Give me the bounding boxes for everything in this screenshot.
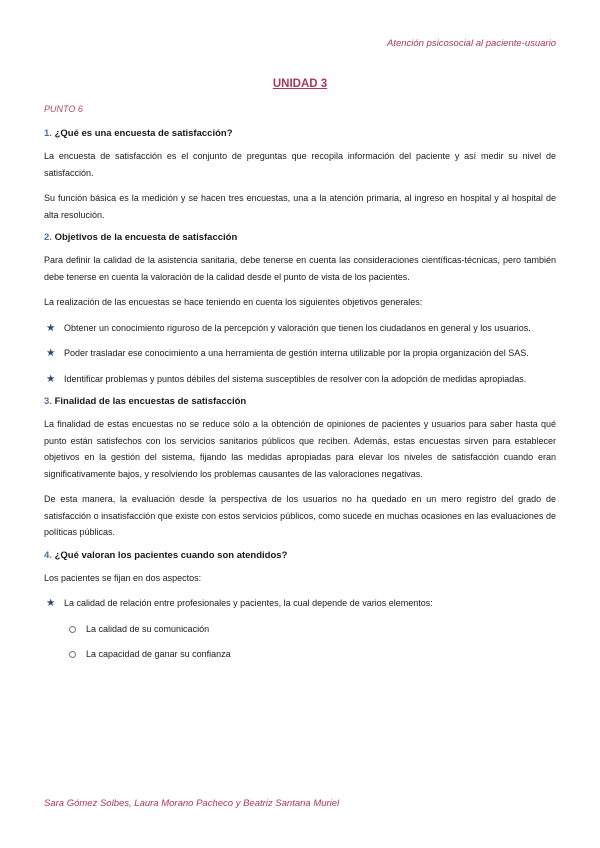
sub-list-item [44, 646, 556, 663]
paragraph: Los pacientes se fijan en dos aspectos: [44, 572, 202, 583]
circle-bullet-icon [69, 626, 76, 633]
circle-bullet-icon [69, 651, 76, 658]
star-bullet-icon: ★ [46, 597, 56, 609]
list-item [44, 371, 556, 388]
list-item-text: La calidad de relación entre profesionales y pacientes, la cual depende de varios elementos: [64, 598, 433, 608]
list-item-text: Obtener un conocimiento riguroso de la percepción y valoración que tienen los ciudadanos en general y los usuarios. [64, 322, 531, 333]
section-4-title: ¿Qué valoran los pacientes cuando son atendidos? [54, 549, 288, 561]
section-2-heading [44, 232, 556, 243]
section-2-number: 2. [44, 232, 52, 243]
sub-list-item-text: La calidad de su comunicación [86, 623, 210, 634]
section-1-number: 1. [44, 128, 52, 139]
paragraph: La finalidad de estas encuestas no se reduce sólo a la obtención de opiniones de pacientes y usuarios para saber hasta qué punto están satisfechos con los servicios sanitarios públicos que reciben. Además, estas encuestas sirven para establecer objetivos en la gestión del sistema, fijando las medidas apropiadas para elevar los niveles de satisfacción cuando eran significativamente bajos, y resolviendo los problemas causantes de las valoraciones negativas. [44, 419, 556, 479]
paragraph: La realización de las encuestas se hace teniendo en cuenta los siguientes objetivos generales: [44, 297, 423, 307]
list-item [44, 345, 556, 362]
star-bullet-icon: ★ [46, 347, 56, 359]
sub-list-item-text: La capacidad de ganar su confianza [86, 649, 231, 659]
section-3-title: Finalidad de las encuestas de satisfacción [54, 396, 247, 407]
section-1-title: ¿Qué es una encuesta de satisfacción? [54, 128, 233, 139]
section-1-heading [44, 128, 556, 139]
star-bullet-icon: ★ [46, 321, 56, 334]
section-4-number: 4. [44, 549, 52, 561]
punto-label: PUNTO 6 [44, 104, 83, 114]
paragraph: Para definir la calidad de la asistencia sanitaria, debe tenerse en cuenta las consideraciones científicas-técnicas, pero también debe tenerse en cuenta la valoración de la calidad desde el punto de vista de los pacientes. [44, 255, 556, 282]
list-item [44, 595, 556, 612]
list-item [44, 320, 556, 337]
paragraph: De esta manera, la evaluación desde la perspectiva de los usuarios no ha quedado en un mero registro del grado de satisfacción o insatisfacción que existe con estos servicios públicos, como sucede en muchas ocasiones en las evaluaciones de políticas públicas. [44, 494, 556, 537]
sub-list-item [44, 621, 556, 638]
list-item-text: Identificar problemas y puntos débiles del sistema susceptibles de resolver con la adopción de medidas apropiadas. [64, 373, 527, 384]
paragraph: Su función básica es la medición y se hacen tres encuestas, una a la atención primaria, al ingreso en hospital y al hospital de alta resolución. [44, 193, 556, 220]
unit-title: UNIDAD 3 [272, 78, 328, 90]
section-2-title: Objetivos de la encuesta de satisfacción [54, 232, 238, 243]
section-4-heading [44, 550, 556, 561]
document-body [44, 78, 556, 672]
section-3-number: 3. [44, 396, 52, 407]
page-footer: Sara Gómez Solbes, Laura Morano Pacheco y Beatriz Santana Muriel [44, 798, 340, 809]
star-bullet-icon: ★ [46, 372, 56, 385]
paragraph: La encuesta de satisfacción es el conjunto de preguntas que recopila información del paciente y así medir su nivel de satisfacción. [44, 151, 556, 178]
list-item-text: Poder trasladar ese conocimiento a una herramienta de gestión interna utilizable por la propia organización del SAS. [64, 348, 529, 358]
page-header: Atención psicosocial al paciente-usuario [387, 38, 556, 49]
section-3-heading [44, 396, 556, 407]
